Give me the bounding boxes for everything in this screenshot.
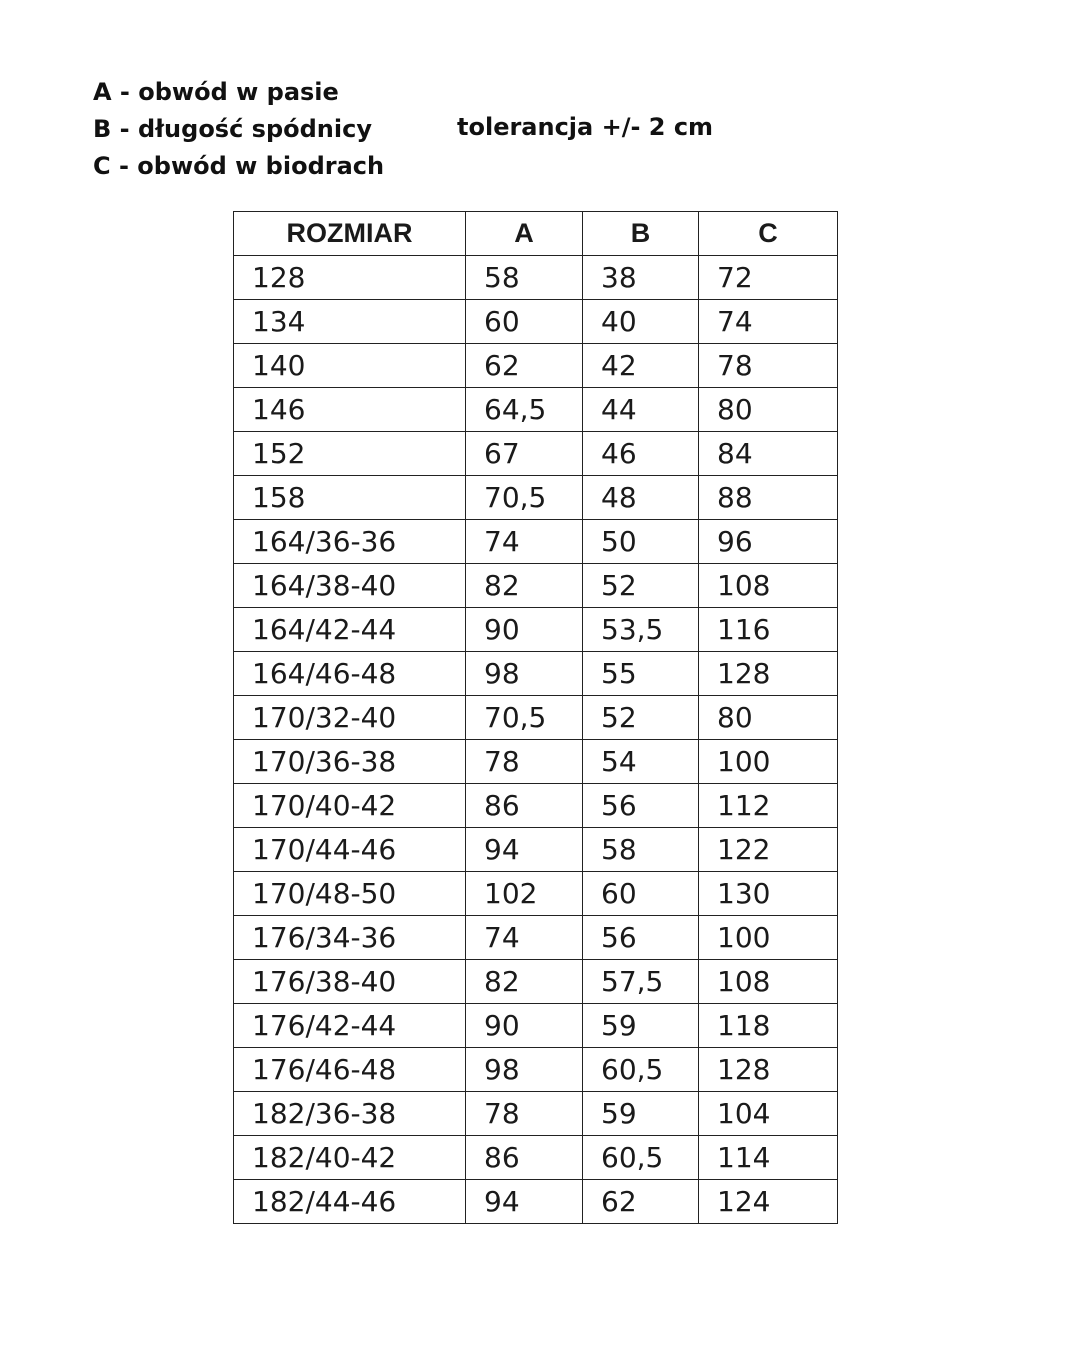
table-row bbox=[234, 652, 838, 696]
table-row bbox=[234, 916, 838, 960]
cell-b: 56 bbox=[583, 784, 699, 828]
cell-c: 108 bbox=[699, 960, 838, 1004]
cell-b: 52 bbox=[583, 564, 699, 608]
header-a: A bbox=[466, 212, 583, 256]
table-row bbox=[234, 608, 838, 652]
cell-a: 78 bbox=[466, 740, 583, 784]
cell-b: 52 bbox=[583, 696, 699, 740]
header-c: C bbox=[699, 212, 838, 256]
table-row bbox=[234, 696, 838, 740]
cell-size: 128 bbox=[234, 256, 466, 300]
cell-b: 55 bbox=[583, 652, 699, 696]
table-body bbox=[234, 256, 838, 1224]
cell-a: 70,5 bbox=[466, 696, 583, 740]
cell-a: 94 bbox=[466, 828, 583, 872]
table-row bbox=[234, 432, 838, 476]
cell-c: 100 bbox=[699, 916, 838, 960]
cell-a: 64,5 bbox=[466, 388, 583, 432]
legend-skirt-length: B - długość spódnicy bbox=[93, 115, 372, 143]
cell-size: 158 bbox=[234, 476, 466, 520]
cell-a: 86 bbox=[466, 1136, 583, 1180]
table-header-row bbox=[234, 212, 838, 256]
cell-b: 44 bbox=[583, 388, 699, 432]
cell-c: 124 bbox=[699, 1180, 838, 1224]
cell-size: 140 bbox=[234, 344, 466, 388]
cell-size: 176/46-48 bbox=[234, 1048, 466, 1092]
table-row bbox=[234, 388, 838, 432]
cell-size: 134 bbox=[234, 300, 466, 344]
cell-c: 96 bbox=[699, 520, 838, 564]
cell-b: 54 bbox=[583, 740, 699, 784]
table-row bbox=[234, 1180, 838, 1224]
cell-a: 70,5 bbox=[466, 476, 583, 520]
cell-c: 112 bbox=[699, 784, 838, 828]
cell-b: 53,5 bbox=[583, 608, 699, 652]
cell-size: 182/44-46 bbox=[234, 1180, 466, 1224]
cell-c: 80 bbox=[699, 696, 838, 740]
cell-size: 182/40-42 bbox=[234, 1136, 466, 1180]
cell-b: 62 bbox=[583, 1180, 699, 1224]
cell-size: 176/42-44 bbox=[234, 1004, 466, 1048]
legend-hips: C - obwód w biodrach bbox=[93, 152, 385, 180]
cell-a: 67 bbox=[466, 432, 583, 476]
cell-c: 122 bbox=[699, 828, 838, 872]
cell-size: 176/34-36 bbox=[234, 916, 466, 960]
header-size: ROZMIAR bbox=[234, 212, 466, 256]
table-row bbox=[234, 476, 838, 520]
cell-c: 128 bbox=[699, 1048, 838, 1092]
cell-c: 78 bbox=[699, 344, 838, 388]
table-row bbox=[234, 1092, 838, 1136]
cell-size: 170/36-38 bbox=[234, 740, 466, 784]
header-b: B bbox=[583, 212, 699, 256]
cell-b: 38 bbox=[583, 256, 699, 300]
table-row bbox=[234, 740, 838, 784]
cell-a: 82 bbox=[466, 564, 583, 608]
table-row bbox=[234, 960, 838, 1004]
cell-c: 116 bbox=[699, 608, 838, 652]
table-row bbox=[234, 872, 838, 916]
cell-size: 170/48-50 bbox=[234, 872, 466, 916]
cell-size: 176/38-40 bbox=[234, 960, 466, 1004]
cell-size: 164/42-44 bbox=[234, 608, 466, 652]
table-row bbox=[234, 1136, 838, 1180]
cell-b: 60,5 bbox=[583, 1136, 699, 1180]
cell-size: 164/38-40 bbox=[234, 564, 466, 608]
cell-size: 152 bbox=[234, 432, 466, 476]
cell-b: 56 bbox=[583, 916, 699, 960]
cell-a: 60 bbox=[466, 300, 583, 344]
cell-c: 84 bbox=[699, 432, 838, 476]
table-row bbox=[234, 300, 838, 344]
cell-b: 58 bbox=[583, 828, 699, 872]
cell-a: 58 bbox=[466, 256, 583, 300]
cell-a: 94 bbox=[466, 1180, 583, 1224]
cell-a: 74 bbox=[466, 520, 583, 564]
cell-b: 48 bbox=[583, 476, 699, 520]
tolerance-note: tolerancja +/- 2 cm bbox=[457, 113, 714, 141]
size-table bbox=[233, 211, 838, 1224]
cell-a: 86 bbox=[466, 784, 583, 828]
cell-c: 108 bbox=[699, 564, 838, 608]
cell-c: 104 bbox=[699, 1092, 838, 1136]
table-row bbox=[234, 828, 838, 872]
cell-b: 46 bbox=[583, 432, 699, 476]
cell-size: 146 bbox=[234, 388, 466, 432]
cell-size: 170/40-42 bbox=[234, 784, 466, 828]
legend-waist: A - obwód w pasie bbox=[93, 78, 339, 106]
cell-a: 90 bbox=[466, 608, 583, 652]
measurement-legend bbox=[93, 74, 384, 185]
cell-b: 50 bbox=[583, 520, 699, 564]
cell-c: 100 bbox=[699, 740, 838, 784]
table-row bbox=[234, 344, 838, 388]
cell-a: 102 bbox=[466, 872, 583, 916]
table-row bbox=[234, 256, 838, 300]
cell-b: 59 bbox=[583, 1092, 699, 1136]
cell-c: 118 bbox=[699, 1004, 838, 1048]
cell-c: 72 bbox=[699, 256, 838, 300]
table-row bbox=[234, 1004, 838, 1048]
table-row bbox=[234, 564, 838, 608]
cell-b: 60 bbox=[583, 872, 699, 916]
table-row bbox=[234, 784, 838, 828]
cell-size: 164/36-36 bbox=[234, 520, 466, 564]
cell-a: 90 bbox=[466, 1004, 583, 1048]
cell-b: 40 bbox=[583, 300, 699, 344]
cell-b: 59 bbox=[583, 1004, 699, 1048]
cell-a: 78 bbox=[466, 1092, 583, 1136]
cell-a: 98 bbox=[466, 1048, 583, 1092]
cell-b: 57,5 bbox=[583, 960, 699, 1004]
cell-b: 42 bbox=[583, 344, 699, 388]
cell-c: 114 bbox=[699, 1136, 838, 1180]
cell-size: 182/36-38 bbox=[234, 1092, 466, 1136]
cell-c: 80 bbox=[699, 388, 838, 432]
cell-c: 130 bbox=[699, 872, 838, 916]
cell-a: 98 bbox=[466, 652, 583, 696]
cell-b: 60,5 bbox=[583, 1048, 699, 1092]
cell-size: 164/46-48 bbox=[234, 652, 466, 696]
cell-c: 88 bbox=[699, 476, 838, 520]
table-row bbox=[234, 1048, 838, 1092]
cell-size: 170/32-40 bbox=[234, 696, 466, 740]
cell-c: 128 bbox=[699, 652, 838, 696]
cell-c: 74 bbox=[699, 300, 838, 344]
cell-a: 74 bbox=[466, 916, 583, 960]
cell-a: 62 bbox=[466, 344, 583, 388]
table-row bbox=[234, 520, 838, 564]
cell-size: 170/44-46 bbox=[234, 828, 466, 872]
cell-a: 82 bbox=[466, 960, 583, 1004]
